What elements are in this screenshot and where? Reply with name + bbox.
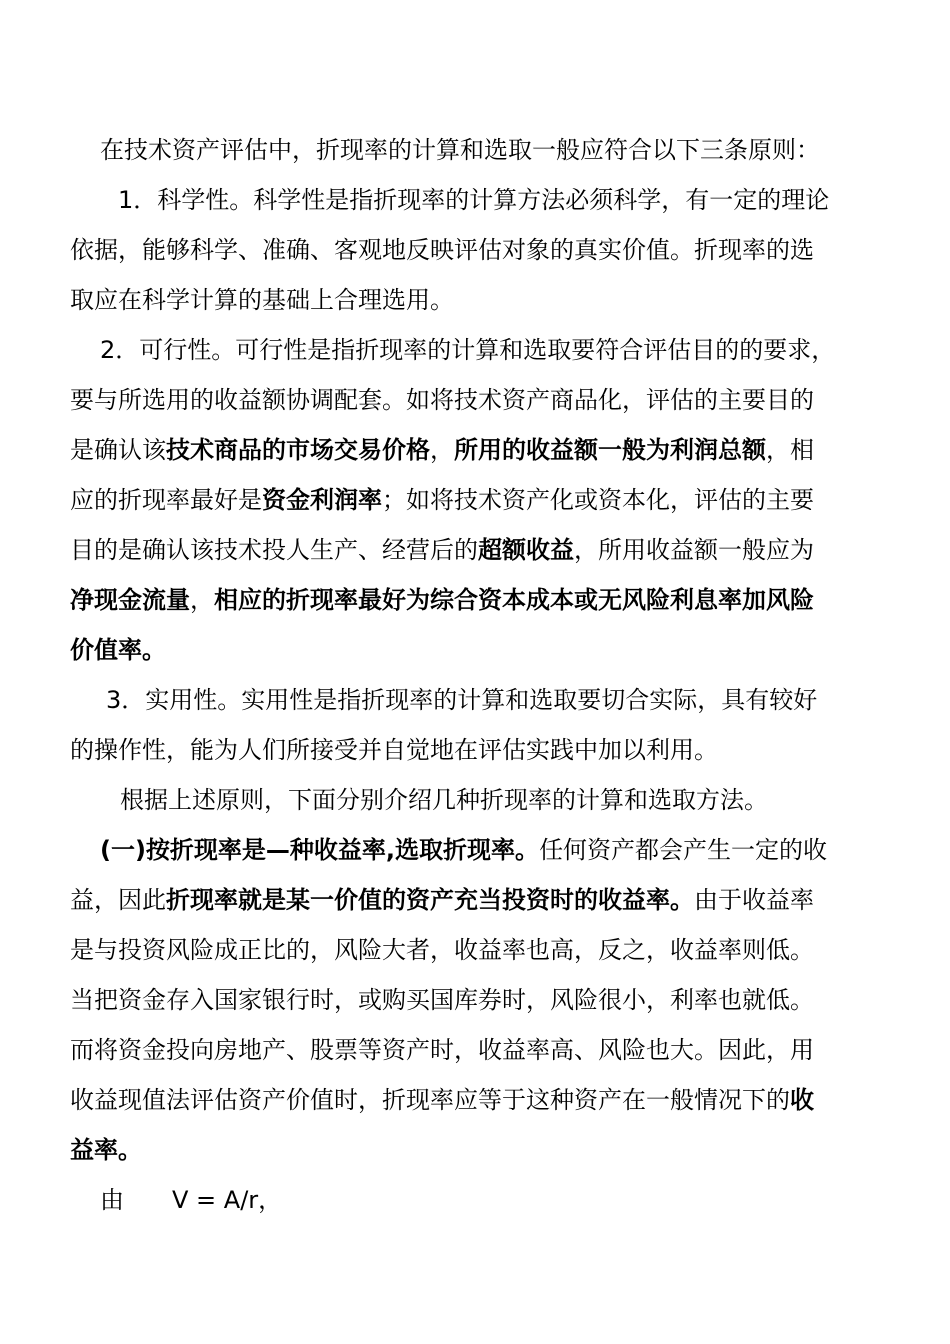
text-line <box>70 484 814 516</box>
text-run: ，所用收益额一般应为 <box>574 536 814 564</box>
text-line <box>70 1084 814 1116</box>
text-run: 而将资金投向房地产、股票等资产时，收益率高、风险也大。因此，用 <box>70 1036 814 1064</box>
text-line <box>106 684 817 716</box>
bold-text-run: 净现金流量 <box>70 586 190 614</box>
text-run: 应的折现率最好是 <box>70 486 262 514</box>
bold-text-run: 资金利润率 <box>262 486 382 514</box>
text-line <box>100 334 835 366</box>
text-run: 任何资产都会产生一定的收 <box>539 836 828 864</box>
bold-text-run: 益率。 <box>70 1136 142 1164</box>
text-run: 取应在科学计算的基础上合理选用。 <box>70 286 454 314</box>
text-run: 2．可行性。可行性是指折现率的计算和选取要符合评估目的的要求， <box>100 336 836 364</box>
bold-text-run: 超额收益 <box>478 536 574 564</box>
text-run: 1．科学性。科学性是指折现率的计算方法必须科学，有一定的理论 <box>118 186 830 214</box>
text-run: 益，因此 <box>70 886 166 914</box>
text-run: 当把资金存入国家银行时，或购买国库券时，风险很小，利率也就低。 <box>70 986 814 1014</box>
bold-text-run: 收 <box>790 1086 814 1114</box>
text-run: 要与所选用的收益额协调配套。如将技术资产商品化，评估的主要目的 <box>70 386 814 414</box>
text-run: 3．实用性。实用性是指折现率的计算和选取要切合实际，具有较好 <box>106 686 818 714</box>
text-line <box>70 984 814 1016</box>
text-line <box>70 734 718 766</box>
text-line <box>70 634 166 666</box>
bold-text-run: 技术商品的市场交易价格 <box>166 436 430 464</box>
text-run: 由于收益率 <box>694 886 814 914</box>
text-line <box>70 284 454 316</box>
text-line <box>70 934 814 966</box>
text-run: 依据，能够科学、准确、客观地反映评估对象的真实价值。折现率的选 <box>70 236 814 264</box>
text-line <box>70 434 814 466</box>
text-line <box>100 1184 282 1216</box>
text-run: 由 V = A/r， <box>100 1186 283 1214</box>
text-run: 是确认该 <box>70 436 166 464</box>
bold-text-run: 所用的收益额一般为利润总额 <box>454 436 766 464</box>
text-line <box>70 384 814 416</box>
text-line <box>118 184 829 216</box>
bold-text-run: 折现率就是某一价值的资产充当投资时的收益率。 <box>166 886 694 914</box>
text-line <box>70 584 814 616</box>
text-run: 在技术资产评估中，折现率的计算和选取一般应符合以下三条原则： <box>100 136 820 164</box>
text-run: ，相 <box>766 436 814 464</box>
bold-text-run: 价值率。 <box>70 636 166 664</box>
text-line <box>100 134 820 166</box>
text-run: 收益现值法评估资产价值时，折现率应等于这种资产在一般情况下的 <box>70 1086 790 1114</box>
text-line <box>70 1134 142 1166</box>
text-run: ， <box>430 436 454 464</box>
text-run: ；如将技术资产化或资本化，评估的主要 <box>382 486 814 514</box>
text-line <box>70 1034 814 1066</box>
text-run: 根据上述原则，下面分别介绍几种折现率的计算和选取方法。 <box>120 786 768 814</box>
text-line <box>70 884 814 916</box>
text-run: ， <box>190 586 214 614</box>
bold-text-run: (一)按折现率是—种收益率,选取折现率。 <box>100 836 540 864</box>
text-line <box>70 534 814 566</box>
text-run: 是与投资风险成正比的，风险大者，收益率也高，反之，收益率则低。 <box>70 936 814 964</box>
text-line <box>100 834 827 866</box>
text-line <box>70 234 814 266</box>
bold-text-run: 相应的折现率最好为综合资本成本或无风险利息率加风险 <box>214 586 814 614</box>
text-line <box>120 784 768 816</box>
text-run: 目的是确认该技术投人生产、经营后的 <box>70 536 478 564</box>
text-run: 的操作性，能为人们所接受并自觉地在评估实践中加以利用。 <box>70 736 718 764</box>
